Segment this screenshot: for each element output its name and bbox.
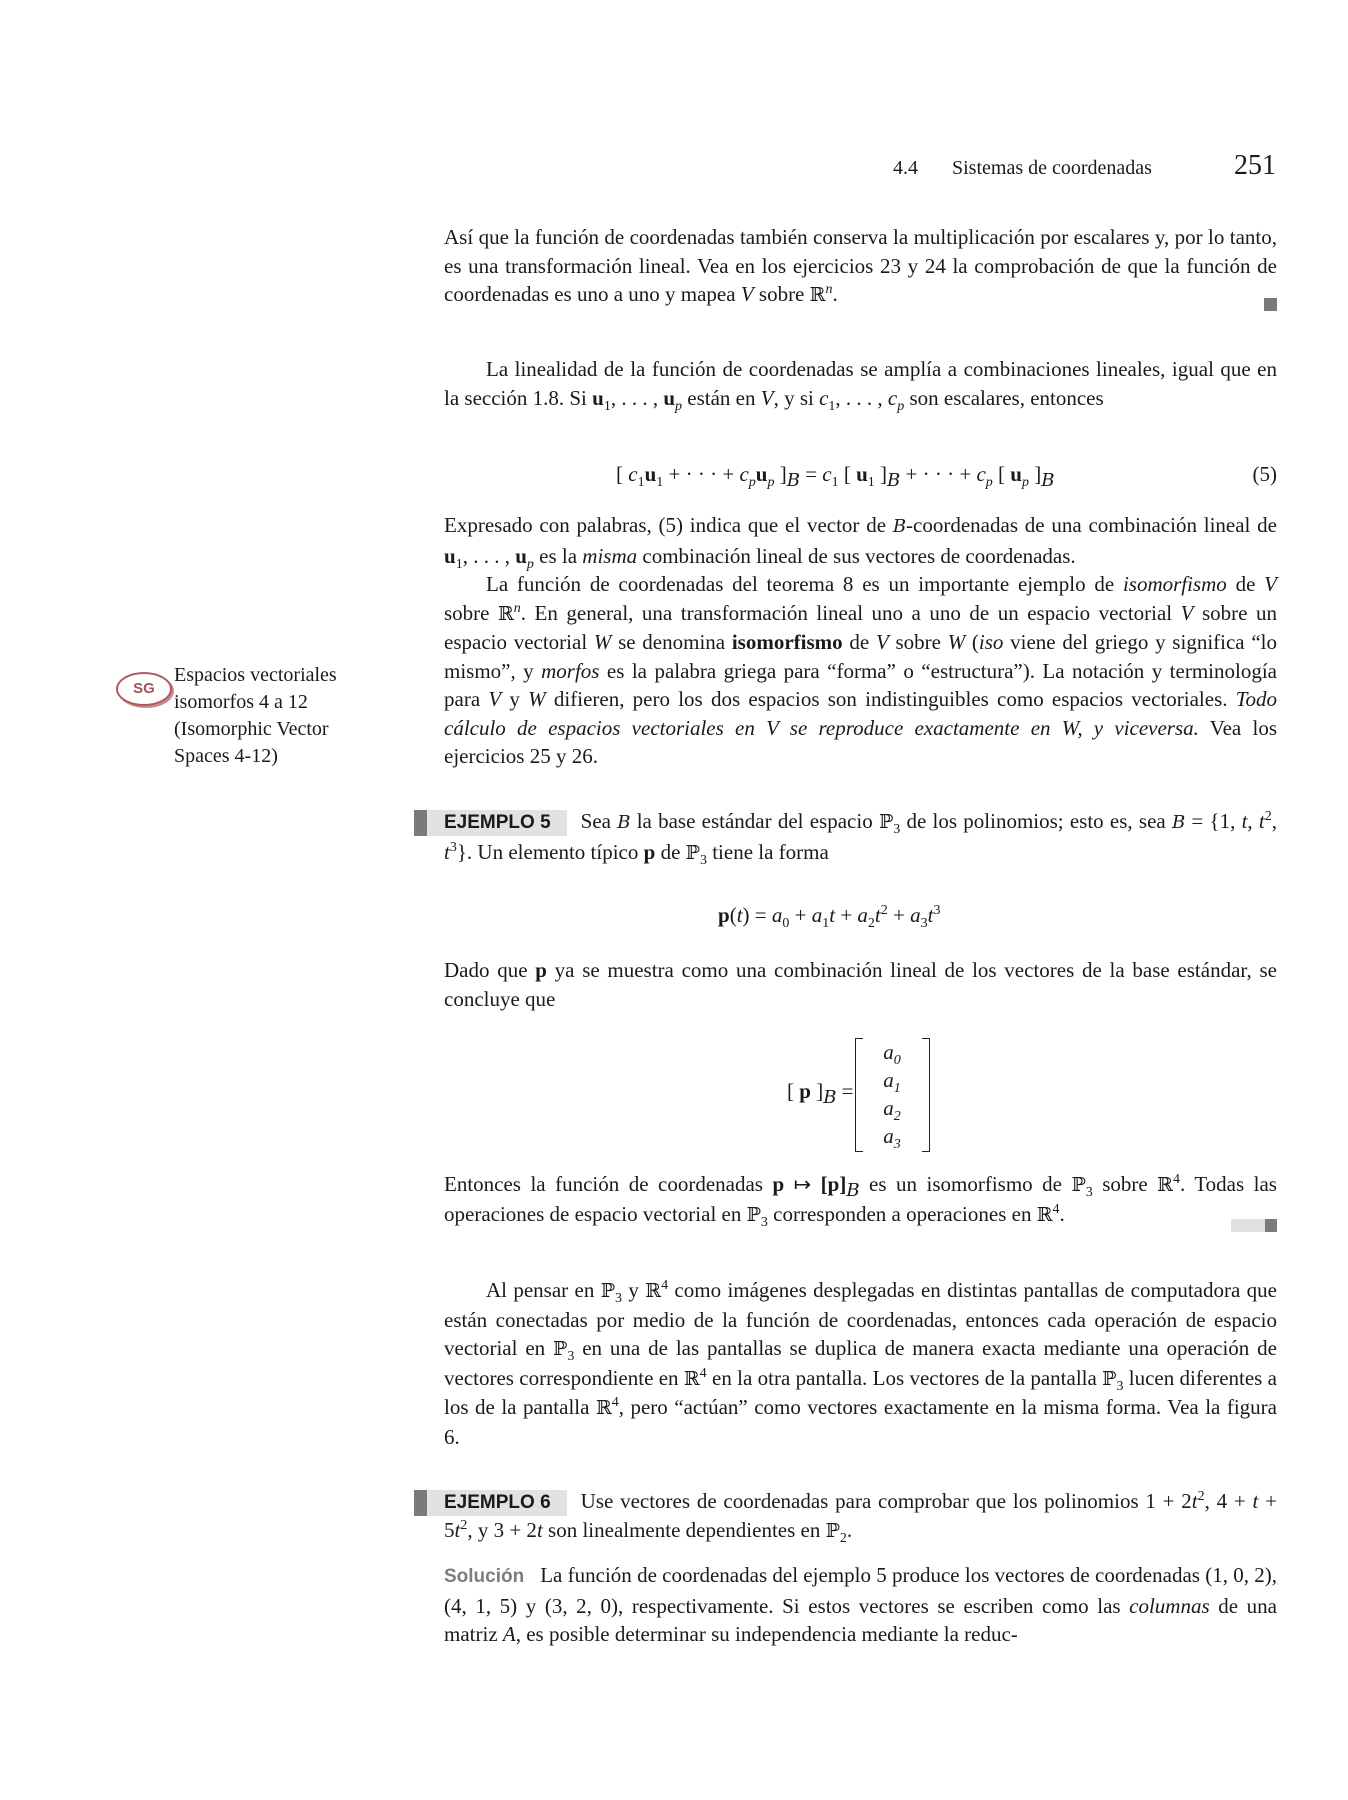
margin-note-line: Spaces 4-12) xyxy=(174,745,278,767)
margin-note-line: Espacios vectoriales xyxy=(174,664,337,686)
coordinate-matrix xyxy=(855,1038,930,1152)
example-5 xyxy=(444,807,1277,867)
end-of-example-icon xyxy=(1231,1209,1277,1238)
right-bracket xyxy=(922,1038,930,1152)
equation-5 xyxy=(616,462,1277,492)
page-number: 251 xyxy=(1234,150,1276,181)
solution-text: Solución La función de coordenadas del ejemplo 5 produce los vectores de coordenadas (1, 0, 2), (4, 1, 5) y (3, 2, 0), respectivamente. Si estos vectores se escriben como las columnas de una matriz A, es posible determinar su independencia mediante la reduc- xyxy=(444,1563,1277,1646)
example-6-label: EJEMPLO 6 xyxy=(414,1490,567,1516)
example-6-statement: EJEMPLO 6 Use vectores de coordenadas para comprobar que los polinomios $1 + 2t^2$, $4 + t + 5t^2$, y 3 + 2t son linealmente dependientes en ℙ$_2$. xyxy=(444,1487,1277,1546)
paragraph-text: Entonces la función de coordenadas p ↦ $[p]_B$ es un isomorfismo de ℙ$_3$ sobre ℝ$^4$. Todas las operaciones de espacio vectorial en ℙ$_3$ corresponden a operaciones en ℝ$^4$. xyxy=(444,1170,1277,1229)
margin-note-line: (Isomorphic Vector xyxy=(174,718,329,740)
paragraph-4: La función de coordenadas del teorema 8 es un importante ejemplo de isomorfismo de V sobre ℝ$^n$. En general, una transformación lineal uno a uno de un espacio vectorial V sobre un espacio vectorial W se denomina isomorfismo de V sobre W (iso viene del griego y significa “lo mismo”, y morfos es la palabra griega para “forma” o “estructura”). La notación y terminología para V y W difieren, pero los dos espacios son indistinguibles como espacios vectoriales. Todo cálculo de espacios vectoriales en V se reproduce exactamente en W, y viceversa. Vea los ejercicios 25 y 26. xyxy=(444,572,1278,768)
solution-label: Solución xyxy=(444,1566,525,1587)
paragraph-text: La linealidad de la función de coordenadas se amplía a combinaciones lineales, igual que en la sección 1.8. Si $u_1$, . . . , $u_p$ están en V, y si $c_1$, . . . , $c_p$ son escalares, entonces xyxy=(444,357,1277,414)
polynomial-equation: $p(t) = a_0 + a_1t + a_2t^2 + a_3t^3$ xyxy=(718,903,941,932)
equation-body: [ $c_1u_1$ + · · · + $c_pu_p$ ]$_B = c_1$ [ $u_1$ ]$_B$ + · · · + $c_p$ [ $u_p$ ]$_B$ xyxy=(616,462,1055,492)
matrix-entry: $a_3$ xyxy=(883,1124,901,1153)
margin-note-text xyxy=(174,662,374,770)
left-bracket xyxy=(855,1038,863,1152)
example-5-conclusion xyxy=(444,1170,1277,1238)
matrix-entries xyxy=(867,1038,917,1153)
example-6-solution xyxy=(444,1561,1277,1649)
matrix-entry: $a_0$ xyxy=(883,1040,901,1069)
section-number: 4.4 xyxy=(893,157,918,179)
paragraph-text: Dado que p ya se muestra como una combinación lineal de los vectores de la base estándar, se concluye que xyxy=(444,958,1277,1011)
paragraph-5 xyxy=(444,1276,1277,1451)
study-guide-badge-icon: SG xyxy=(116,672,172,706)
page-header xyxy=(0,150,1348,190)
end-of-proof-icon xyxy=(1264,298,1277,311)
paragraph-2 xyxy=(444,355,1277,412)
paragraph-3 xyxy=(444,511,1277,771)
section-title: Sistemas de coordenadas xyxy=(952,157,1152,179)
example-6 xyxy=(444,1487,1277,1546)
matrix-lhs: [ p ]$_B$ = xyxy=(787,1079,854,1109)
example-5-label: EJEMPLO 5 xyxy=(414,810,567,836)
paragraph-text: Al pensar en ℙ$_3$ y ℝ$^4$ como imágenes desplegadas en distintas pantallas de computadora que están conectadas por medio de la función de coordenadas, entonces cada operación de espacio vectorial en ℙ$_3$ en una de las pantallas se duplica de manera exacta mediante una operación de vectores correspondiente en ℝ$^4$ en la otra pantalla. Los vectores de la pantalla ℙ$_3$ lucen diferentes a los de la pantalla ℝ$^4$, pero “actúan” como vectores exactamente en la misma forma. Vea la figura 6. xyxy=(444,1278,1278,1449)
matrix-entry: $a_2$ xyxy=(883,1096,901,1125)
matrix-entry: $a_1$ xyxy=(883,1068,901,1097)
example-5-text xyxy=(444,956,1277,1013)
paragraph-1 xyxy=(444,223,1277,317)
equation-number: (5) xyxy=(1252,462,1277,486)
paragraph-text: Así que la función de coordenadas también conserva la multiplicación por escalares y, por lo tanto, es una transformación lineal. Vea en los ejercicios 23 y 24 la comprobación de que la función de coordenadas es uno a uno y mapea V sobre ℝ$^n$. xyxy=(444,223,1277,310)
example-5-intro: EJEMPLO 5 Sea B la base estándar del espacio ℙ$_3$ de los polinomios; esto es, sea B = {1, t, $t^2$, $t^3$}. Un elemento típico p de ℙ$_3$ tiene la forma xyxy=(444,807,1277,867)
paragraph-text: Expresado con palabras, (5) indica que el vector de B-coordenadas de una combinación lineal de $u_1$, . . . , $u_p$ es la misma combinación lineal de sus vectores de coordenadas. xyxy=(444,513,1277,572)
margin-note-line: isomorfos 4 a 12 xyxy=(174,691,308,713)
